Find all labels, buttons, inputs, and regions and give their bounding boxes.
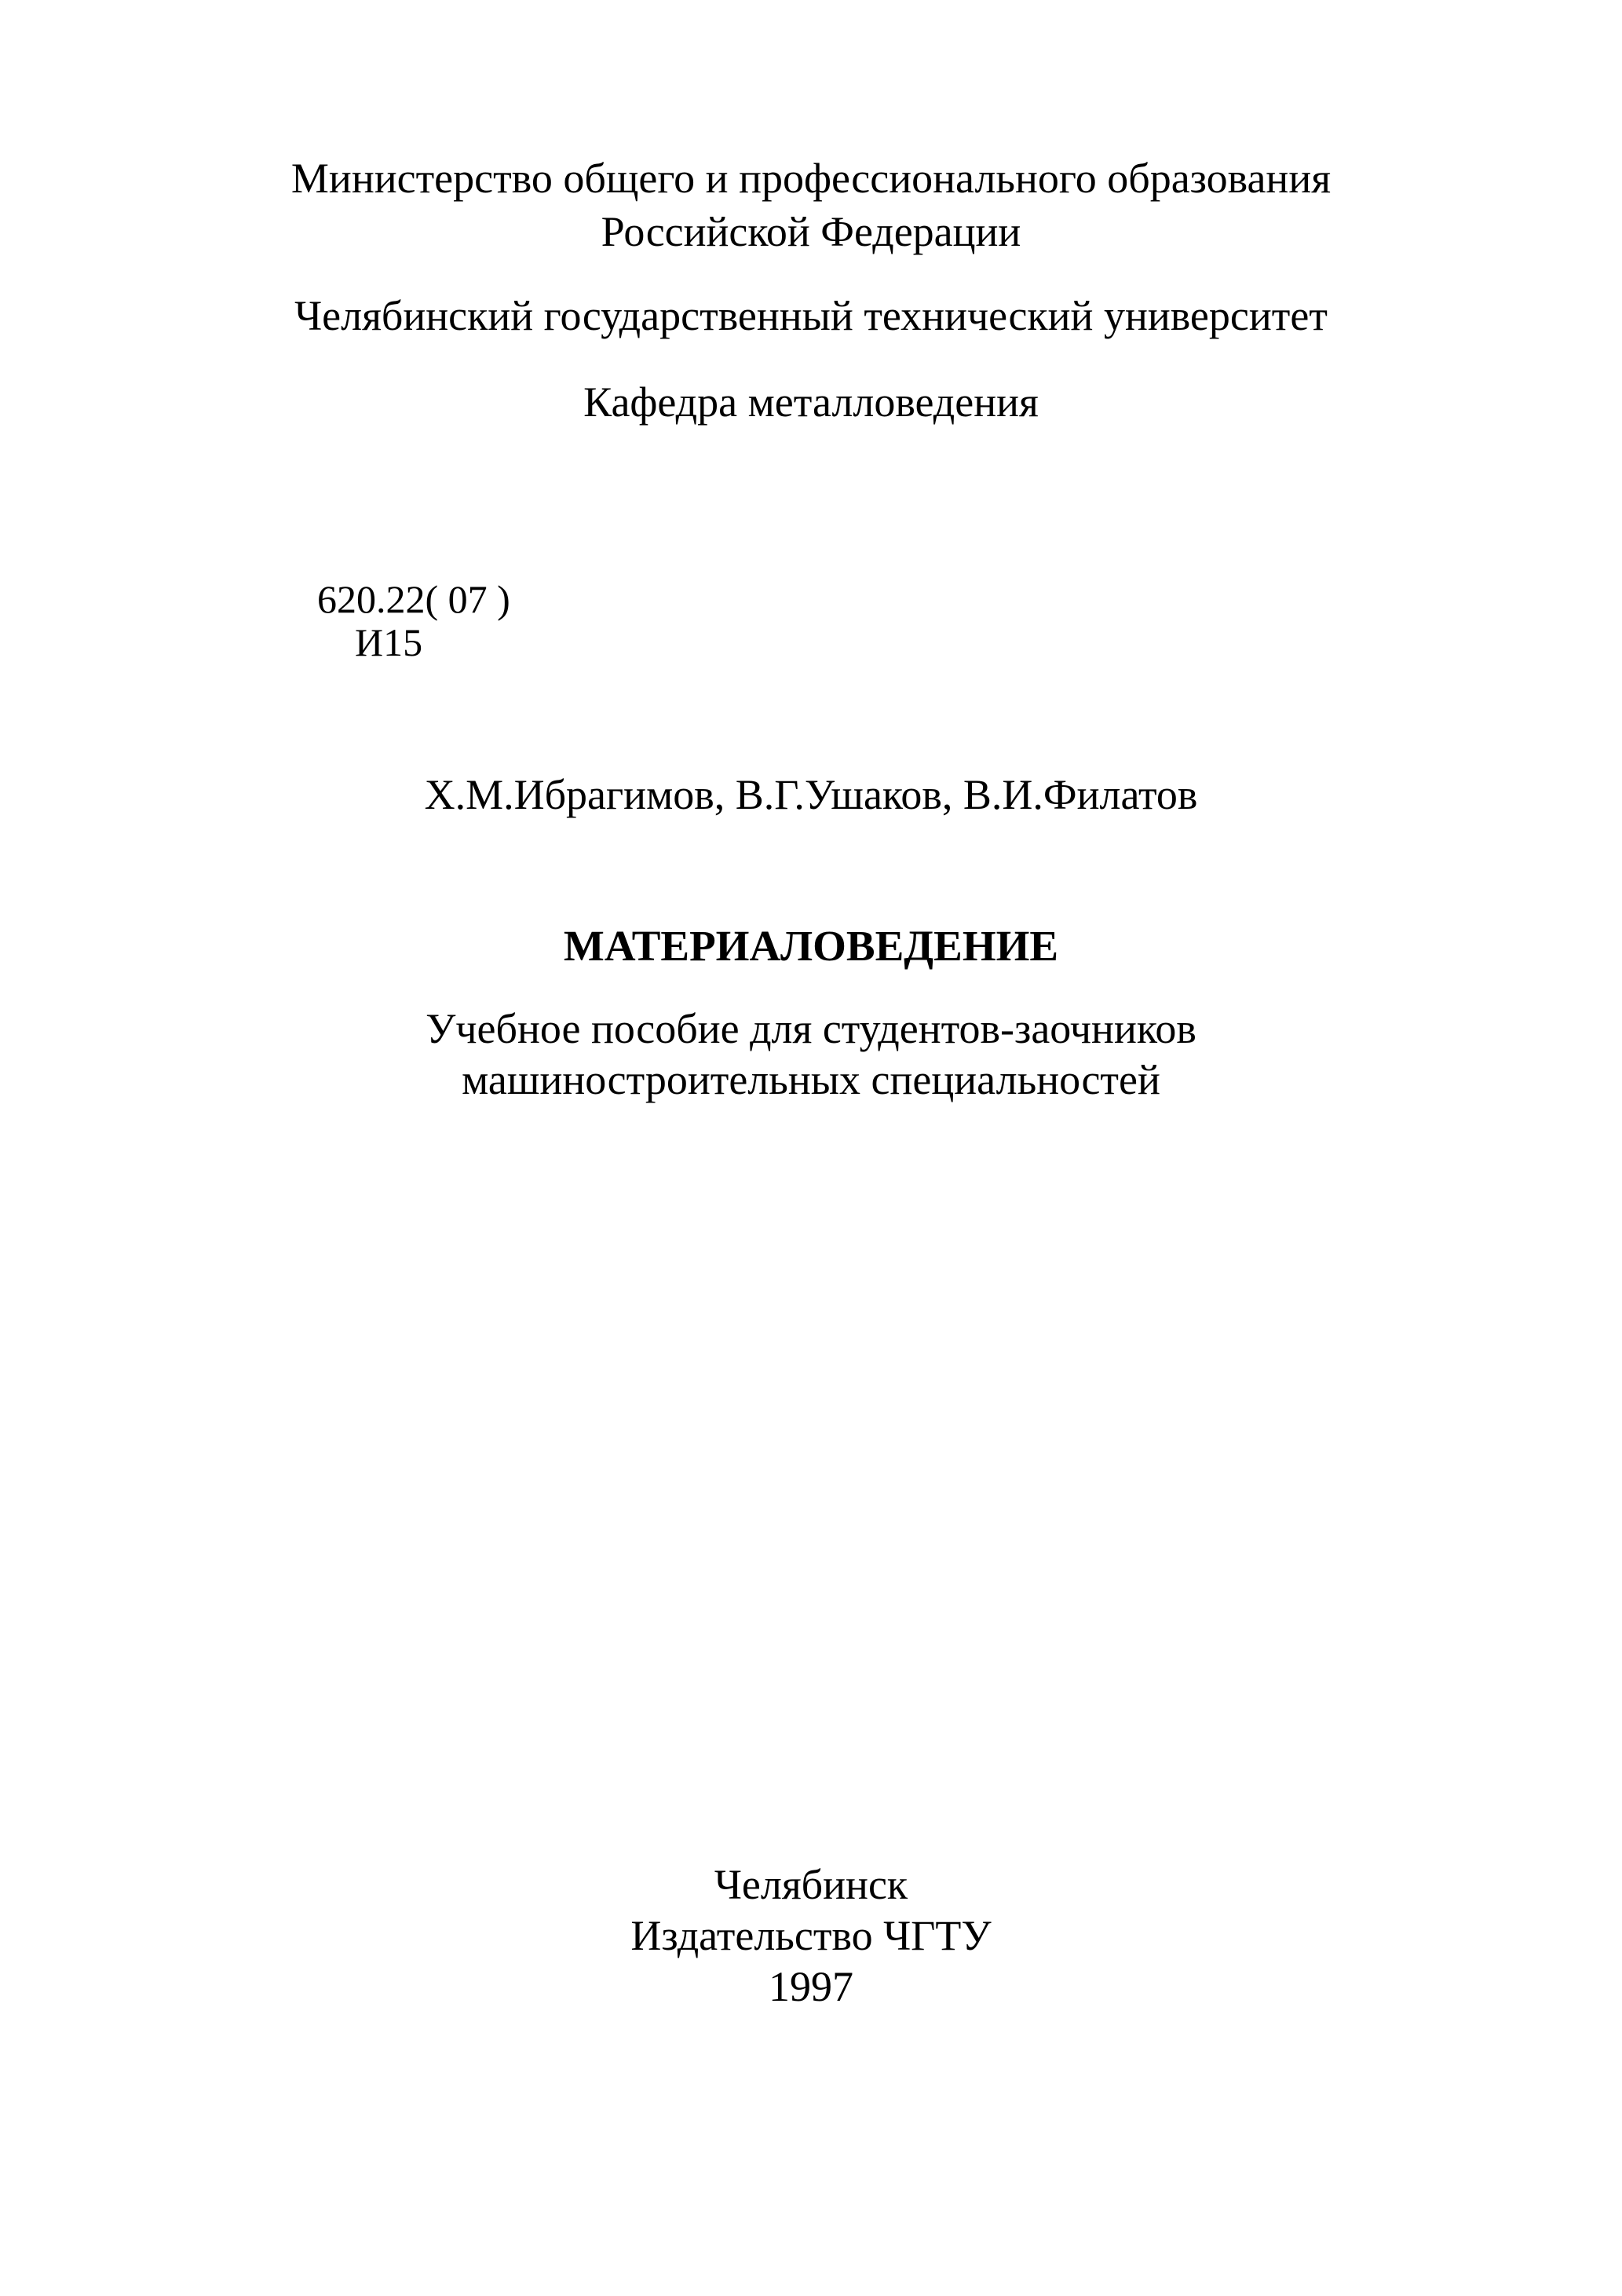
imprint-city: Челябинск: [714, 1861, 908, 1908]
imprint-year: 1997: [769, 1963, 853, 2010]
university-name: Челябинский государственный технический университет: [294, 292, 1328, 339]
library-code: И15: [355, 620, 423, 664]
book-title: МАТЕРИАЛОВЕДЕНИЕ: [563, 922, 1059, 970]
udc-index: 620.22( 07 ): [317, 577, 510, 621]
subtitle-line-1: Учебное пособие для студентов-заочников: [426, 1005, 1196, 1052]
department-name: Кафедра металловедения: [583, 378, 1039, 426]
subtitle-line-2: машиностроительных специальностей: [462, 1056, 1160, 1103]
ministry-line-2: Российской Федерации: [601, 208, 1021, 255]
ministry-line-1: Министерство общего и профессионального образования: [290, 155, 1332, 202]
authors: Х.М.Ибрагимов, В.Г.Ушаков, В.И.Филатов: [424, 771, 1198, 818]
imprint-publisher: Издательство ЧГТУ: [630, 1912, 992, 1959]
